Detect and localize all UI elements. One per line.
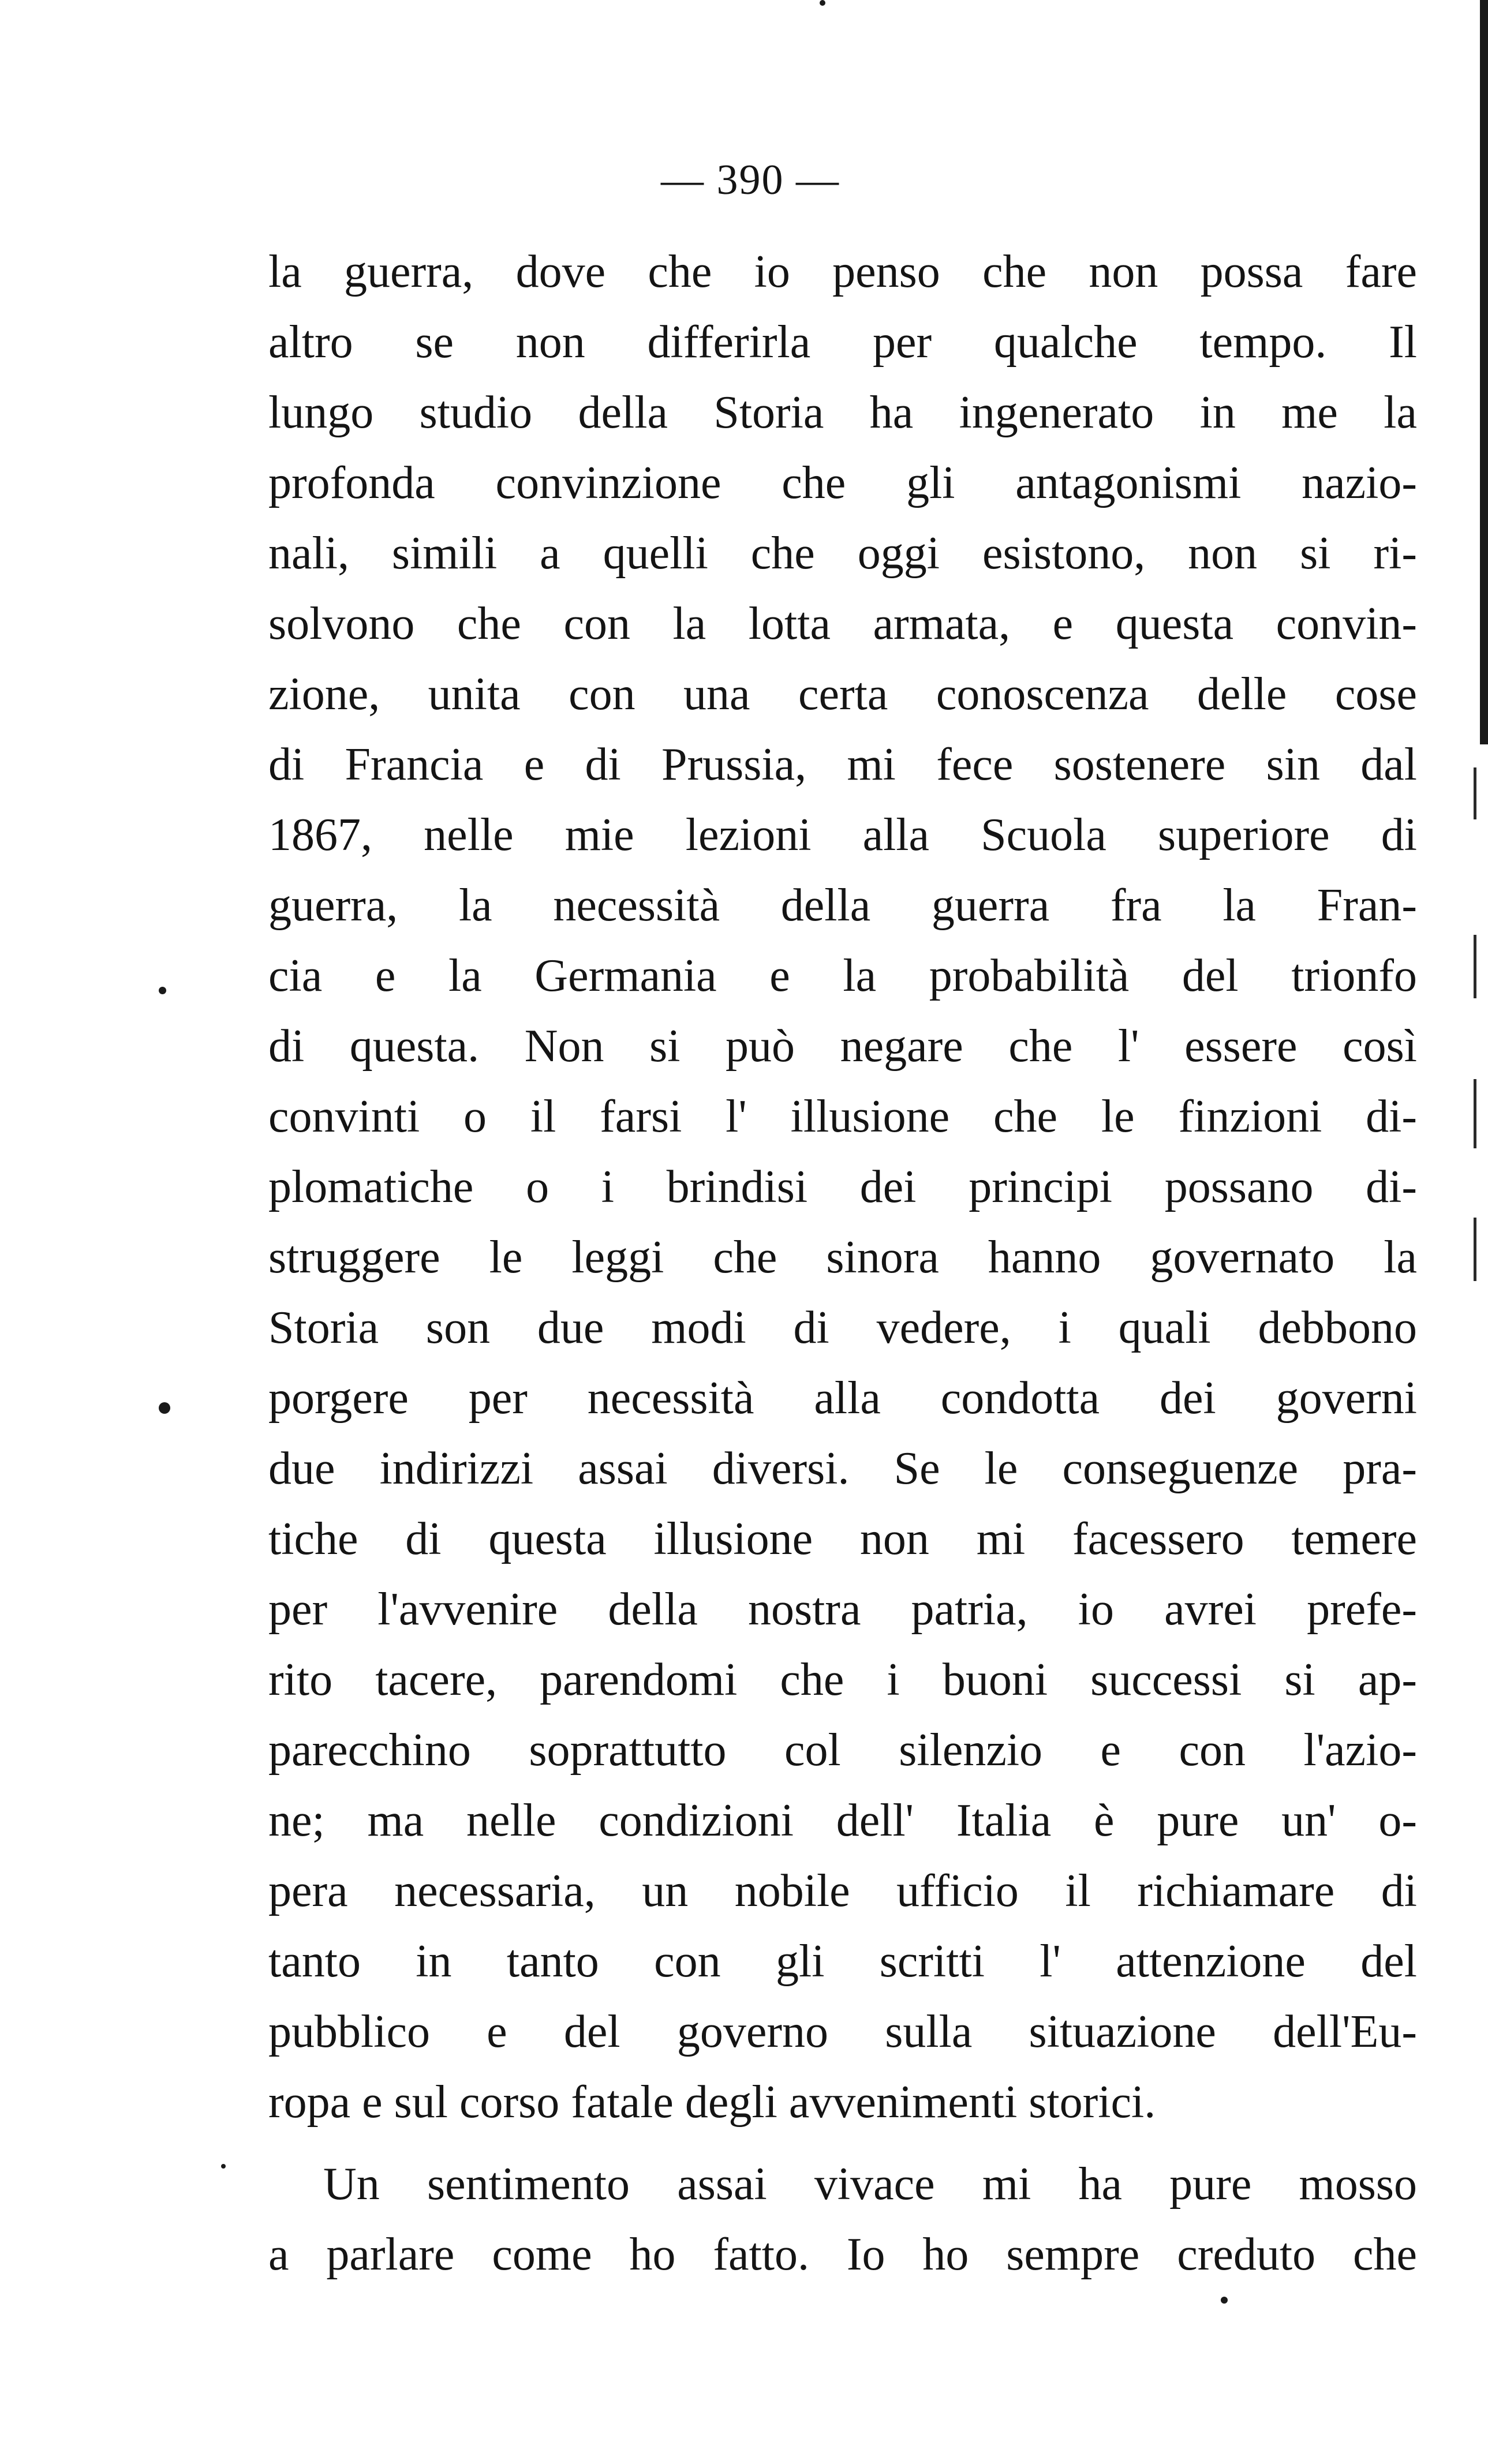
text-line: la guerra, dove che io penso che non possa fare — [268, 246, 1417, 297]
text-line: Un sentimento assai vivace mi ha pure mosso — [323, 2159, 1417, 2210]
text-line: due indirizzi assai diversi. Se le conseguenze pra- — [268, 1443, 1417, 1494]
scan-edge-mark — [1474, 1218, 1476, 1281]
text-line: Storia son due modi di vedere, i quali debbono — [268, 1302, 1417, 1353]
text-line: tanto in tanto con gli scritti l' attenzione del — [268, 1936, 1417, 1987]
text-line: a parlare come ho fatto. Io ho sempre creduto che — [268, 2229, 1417, 2280]
text-line: cia e la Germania e la probabilità del trionfo — [268, 950, 1417, 1001]
text-line: rito tacere, parendomi che i buoni successi si ap- — [268, 1654, 1417, 1705]
text-line: porgere per necessità alla condotta dei governi — [268, 1373, 1417, 1424]
page-number: — 390 — — [661, 156, 840, 204]
text-line: lungo studio della Storia ha ingenerato in me la — [268, 387, 1417, 438]
scan-edge-shadow — [1480, 0, 1488, 744]
text-line: zione, unita con una certa conoscenza delle cose — [268, 669, 1417, 720]
scan-edge-mark — [1474, 767, 1476, 819]
scan-edge-mark — [1474, 1079, 1476, 1148]
text-line: plomatiche o i brindisi dei principi possano di- — [268, 1162, 1417, 1212]
scan-speck — [159, 987, 166, 994]
text-line: altro se non differirla per qualche tempo. Il — [268, 317, 1417, 368]
text-line: solvono che con la lotta armata, e questa convin- — [268, 598, 1417, 649]
text-line: ne; ma nelle condizioni dell' Italia è pure un' o- — [268, 1795, 1417, 1846]
text-line: di Francia e di Prussia, mi fece sostenere sin dal — [268, 739, 1417, 790]
scan-speck — [820, 0, 825, 6]
scan-speck — [159, 1402, 170, 1414]
text-line: struggere le leggi che sinora hanno governato la — [268, 1232, 1417, 1283]
text-line: profonda convinzione che gli antagonismi nazio- — [268, 458, 1417, 508]
text-line: parecchino soprattutto col silenzio e con l'azio- — [268, 1725, 1417, 1776]
scan-speck — [221, 2164, 226, 2169]
text-line: pubblico e del governo sulla situazione dell'Eu- — [268, 2006, 1417, 2057]
scan-speck — [1221, 2297, 1228, 2304]
text-line: guerra, la necessità della guerra fra la Fran- — [268, 880, 1417, 931]
scan-edge-mark — [1474, 935, 1476, 998]
text-line: convinti o il farsi l' illusione che le finzioni di- — [268, 1091, 1417, 1142]
body-text — [268, 237, 1417, 2290]
text-line: nali, simili a quelli che oggi esistono, non si ri- — [268, 528, 1417, 579]
text-line: tiche di questa illusione non mi facessero temere — [268, 1514, 1417, 1564]
text-line: di questa. Non si può negare che l' essere così — [268, 1021, 1417, 1072]
text-line: 1867, nelle mie lezioni alla Scuola superiore di — [268, 810, 1417, 860]
text-line: per l'avvenire della nostra patria, io avrei prefe- — [268, 1584, 1417, 1635]
text-line: ropa e sul corso fatale degli avvenimenti storici. — [268, 2077, 1156, 2128]
text-line: pera necessaria, un nobile ufficio il richiamare di — [268, 1866, 1417, 1916]
